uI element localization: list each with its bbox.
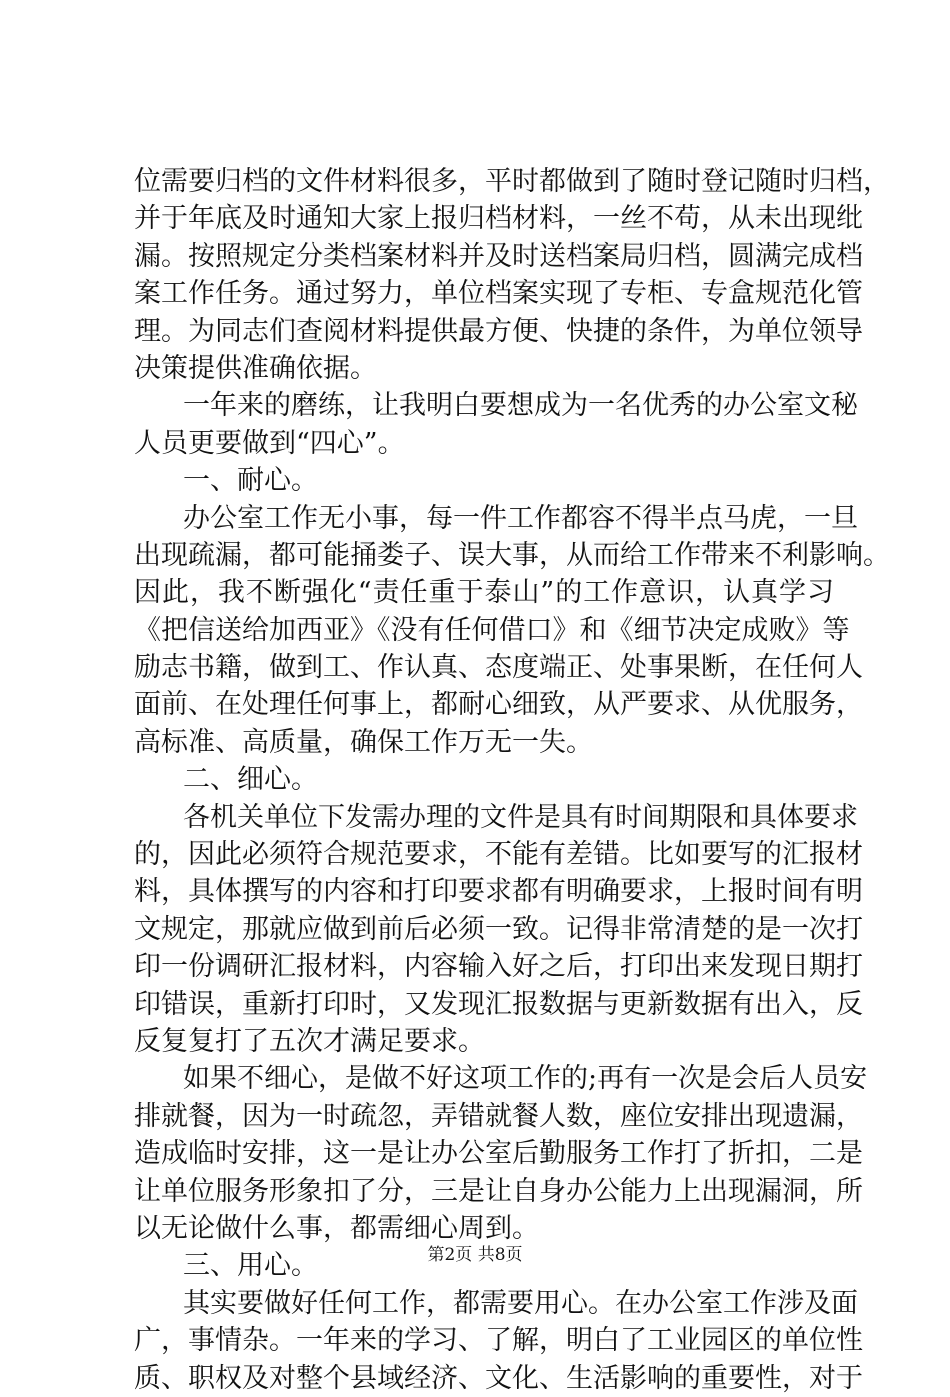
text-line: 并于年底及时通知大家上报归档材料，一丝不苟，从未出现纰 <box>134 203 863 235</box>
text-line: 一年来的磨练，让我明白要想成为一名优秀的办公室文秘 <box>183 390 858 422</box>
text-line: 高标准、高质量，确保工作万无一失。 <box>134 726 593 758</box>
section-heading: 三、用心。 <box>183 1250 318 1282</box>
text-line: 广，事情杂。一年来的学习、了解，明白了工业园区的单位性 <box>134 1325 863 1357</box>
text-line: 各机关单位下发需办理的文件是具有时间期限和具体要求 <box>183 801 858 833</box>
text-line: 漏。按照规定分类档案材料并及时送档案局归档，圆满完成档 <box>134 240 863 272</box>
text-line: 以无论做什么事，都需细心周到。 <box>134 1212 539 1244</box>
text-line: 人员更要做到“四心”。 <box>134 427 405 459</box>
text-line: 面前、在处理任何事上，都耐心细致，从严要求、从优服务， <box>134 689 863 721</box>
text-line: 决策提供准确依据。 <box>134 352 377 384</box>
text-line: 出现疏漏，都可能捅娄子、误大事，从而给工作带来不利影响。 <box>134 539 890 571</box>
text-line: 料，具体撰写的内容和打印要求都有明确要求，上报时间有明 <box>134 876 863 908</box>
body-text <box>134 163 890 1397</box>
page-number: 第2页 共8页 <box>427 1245 523 1265</box>
text-line: 排就餐，因为一时疏忽，弄错就餐人数，座位安排出现遗漏， <box>134 1100 863 1132</box>
text-line: 如果不细心，是做不好这项工作的;再有一次是会后人员安 <box>183 1063 868 1095</box>
text-line: 位需要归档的文件材料很多，平时都做到了随时登记随时归档， <box>134 166 890 197</box>
text-line: 反复复打了五次才满足要求。 <box>134 1025 485 1057</box>
text-line: 的，因此必须符合规范要求，不能有差错。比如要写的汇报材 <box>134 839 863 871</box>
text-line: 案工作任务。通过努力，单位档案实现了专柜、专盒规范化管 <box>134 278 863 310</box>
text-line: 文规定，那就应做到前后必须一致。记得非常清楚的是一次打 <box>134 913 863 945</box>
text-line: 励志书籍，做到工、作认真、态度端正、处事果断，在任何人 <box>134 652 863 684</box>
text-line: 印错误，重新打印时，又发现汇报数据与更新数据有出入，反 <box>134 988 863 1020</box>
text-line: 让单位服务形象扣了分，三是让自身办公能力上出现漏洞，所 <box>134 1175 863 1207</box>
text-line: 印一份调研汇报材料，内容输入好之后，打印出来发现日期打 <box>134 951 863 983</box>
text-line: 《把信送给加西亚》《没有任何借口》和《细节决定成败》等 <box>134 614 850 646</box>
section-heading: 二、细心。 <box>183 764 318 796</box>
text-line: 其实要做好任何工作，都需要用心。在办公室工作涉及面 <box>183 1287 858 1319</box>
text-line: 造成临时安排，这一是让办公室后勤服务工作打了折扣，二是 <box>134 1138 863 1170</box>
text-line: 理。为同志们查阅材料提供最方便、快捷的条件，为单位领导 <box>134 315 863 347</box>
text-line: 质、职权及对整个县域经济、文化、生活影响的重要性，对于 <box>134 1362 863 1394</box>
text-line: 办公室工作无小事，每一件工作都容不得半点马虎，一旦 <box>183 502 858 534</box>
section-heading: 一、耐心。 <box>183 465 318 497</box>
text-line: 因此，我不断强化“责任重于泰山”的工作意识，认真学习 <box>134 577 834 609</box>
